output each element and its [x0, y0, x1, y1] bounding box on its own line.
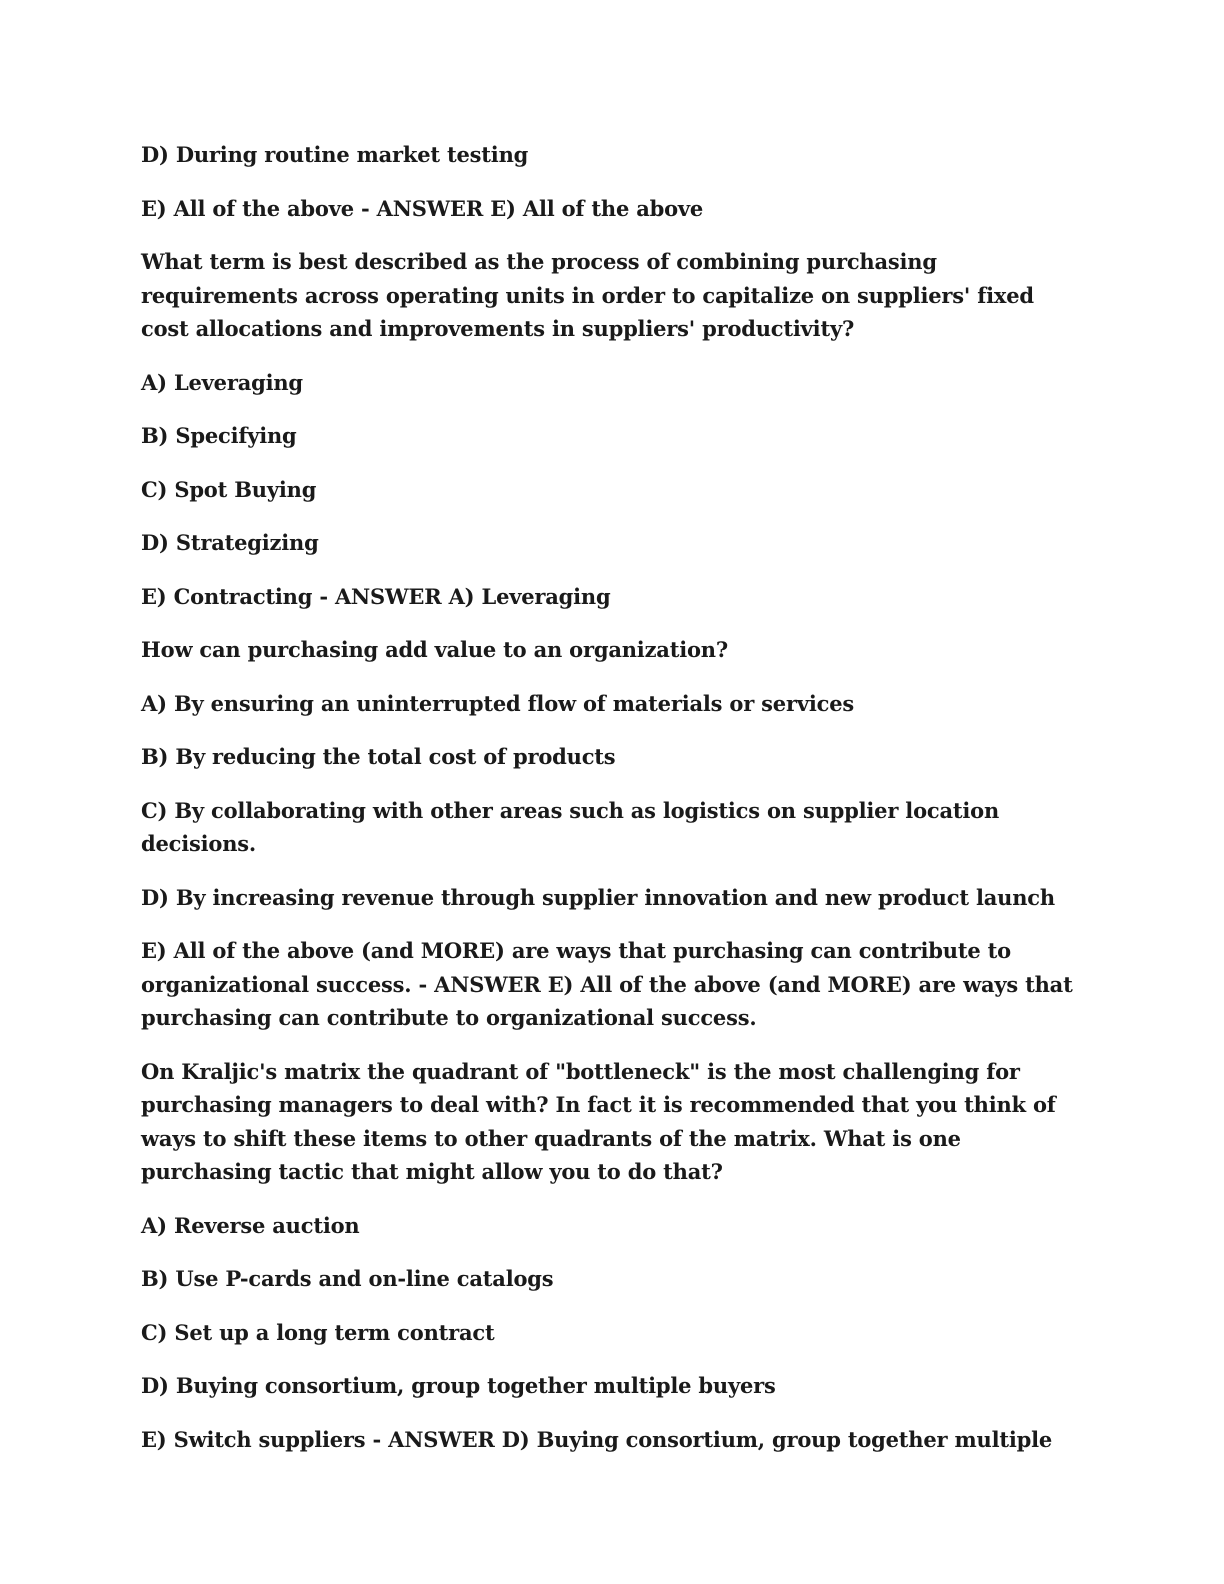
answer-option: D) During routine market testing — [141, 142, 529, 167]
answer-option: E) Switch suppliers - ANSWER D) Buying consortium, group together multiple — [141, 1426, 1053, 1452]
answer-option: A) By ensuring an uninterrupted flow of materials or services — [141, 690, 854, 716]
answer-option: E) All of the above - ANSWER E) All of the above — [141, 195, 704, 221]
answer-option: D) Strategizing — [141, 530, 319, 555]
answer-option: C) By collaborating with other areas such as logistics on supplier location decisions. — [141, 797, 1000, 856]
question-text: What term is best described as the process of combining purchasing requirements across operating units in order to capitalize on suppliers' fixed cost allocations and improvements in suppliers' productivity? — [141, 249, 1034, 341]
answer-option: B) By reducing the total cost of products — [141, 744, 616, 769]
answer-option: A) Leveraging — [141, 369, 303, 395]
answer-option: D) By increasing revenue through supplier innovation and new product launch — [141, 884, 1055, 910]
question-text: How can purchasing add value to an organization? — [141, 637, 728, 662]
document-body — [141, 138, 1081, 1476]
answer-option: D) Buying consortium, group together multiple buyers — [141, 1373, 776, 1398]
answer-option: A) Reverse auction — [141, 1212, 360, 1238]
answer-option: E) All of the above (and MORE) are ways that purchasing can contribute to organizational success. - ANSWER E) All of the above (and MORE) are ways that purchasing can contribute to organizational success. — [141, 938, 1073, 1030]
answer-option: C) Set up a long term contract — [141, 1319, 495, 1345]
question-text: On Kraljic's matrix the quadrant of "bottleneck" is the most challenging for purchasing managers to deal with? In fact it is recommended that you think of ways to shift these items to other quadrants of the matrix. What is one purchasing tactic that might allow you to do that? — [141, 1058, 1056, 1184]
answer-option: B) Use P-cards and on-line catalogs — [141, 1266, 554, 1291]
answer-option: E) Contracting - ANSWER A) Leveraging — [141, 583, 611, 609]
answer-option: B) Specifying — [141, 423, 297, 448]
answer-option: C) Spot Buying — [141, 476, 317, 502]
